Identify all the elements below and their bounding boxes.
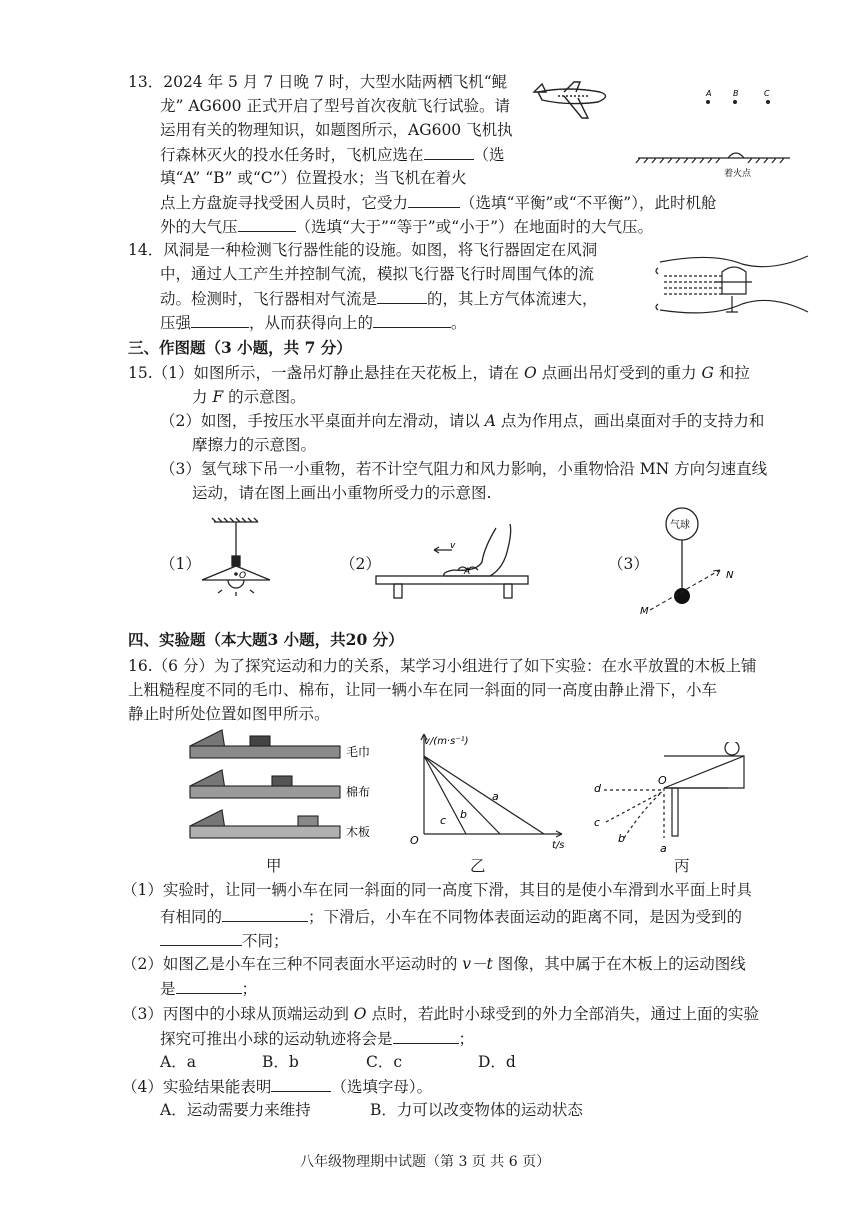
q15-text: 和拉: [713, 364, 750, 382]
q13-line-7: [160, 214, 653, 239]
fig3-label: （3）: [608, 555, 649, 573]
point-m-label: M: [640, 606, 649, 617]
q16-line-2: 上粗糙程度不同的毛巾、棉布，让同一辆小车在同一斜面的同一高度由静止滑下，小车: [128, 681, 718, 699]
answer-blank[interactable]: [393, 1026, 459, 1044]
q15-part2-line1: [160, 409, 764, 433]
label-c: C: [764, 89, 770, 98]
q13-text: （选: [473, 146, 505, 164]
line-b-label: b: [460, 808, 467, 821]
wind-tunnel-figure: [652, 242, 812, 332]
q16-option-b[interactable]: B．b: [262, 1053, 299, 1071]
q13-line-2: 龙” AG600 正式开启了型号首次夜航飞行试验。请: [160, 97, 510, 115]
hand-table-figure: [372, 518, 532, 604]
q15-part3-line2: 运动，请在图上画出小重物所受力的示意图.: [192, 484, 492, 502]
hanging-lamp-figure: [196, 516, 286, 606]
q16-option-d[interactable]: D．d: [478, 1053, 516, 1071]
q16-line-3: 静止时所处位置如图甲所示。: [128, 705, 330, 723]
towel-label: 毛巾: [346, 745, 371, 759]
q15-text: O: [523, 364, 537, 382]
q13-text: （选填“平衡”或“不平衡”），此时机舱: [460, 194, 717, 212]
incline-ball-figure: [588, 742, 788, 854]
q16-sub4-option-a[interactable]: A．运动需要力来维持: [160, 1101, 311, 1119]
q13-text: 外的大气压: [160, 218, 238, 236]
q13-line-4: [160, 142, 505, 167]
caption-yi: 乙: [470, 857, 486, 875]
origin-label: O: [410, 834, 419, 847]
answer-blank[interactable]: [222, 904, 308, 922]
point-o-label: O: [239, 571, 247, 581]
q16-text: （选填字母）。: [331, 1078, 433, 1096]
q15-part2-line2: 摩擦力的示意图。: [192, 436, 317, 454]
fig1-label: （1）: [160, 555, 201, 573]
q16-text: ；下滑后，小车在不同物体表面运动的距离不同，是因为受到的: [308, 908, 743, 926]
vt-graph-figure: [404, 726, 580, 852]
q13-text: 点上方盘旋寻找受困人员时，它受力: [160, 194, 409, 212]
line-b: [424, 756, 500, 834]
ground-line: [636, 153, 790, 163]
q16-sub1-line2: [160, 904, 742, 929]
q16-sub4-line1: [122, 1074, 432, 1099]
q16-sub4-option-b[interactable]: B．力可以改变物体的运动状态: [370, 1101, 583, 1119]
q15-text: （2）如图，手按压水平桌面并向左滑动，请以: [160, 412, 485, 430]
q13-airplane-figure: [528, 72, 798, 187]
q15-text: G: [701, 364, 714, 382]
q13-line-3: 运用有关的物理知识，如题图所示，AG600 飞机执: [160, 121, 513, 139]
q15-text: 点画出吊灯受到的重力: [536, 364, 702, 382]
section-3-title: 三、作图题（3 小题，共 7 分）: [128, 338, 352, 357]
q16-text: O: [353, 1005, 367, 1023]
label-a: A: [706, 89, 712, 98]
caption-jia: 甲: [266, 857, 282, 875]
q13-line-6: [160, 190, 716, 215]
airplane-icon: [534, 82, 606, 118]
caption-bing: 丙: [674, 857, 690, 875]
q15-text: 15.（1）如图所示，一盏吊灯静止悬挂在天花板上，请在: [128, 364, 524, 382]
q13-line-1: 13．2024 年 5 月 7 日晚 7 时，大型水陆两栖飞机“鲲: [128, 73, 508, 91]
q16-text: （3）丙图中的小球从顶端运动到: [122, 1005, 354, 1023]
velocity-label: v: [450, 541, 456, 551]
answer-blank[interactable]: [408, 190, 460, 208]
q15-part1-line1: [128, 361, 750, 385]
experiment-figure-jia: [186, 726, 386, 852]
q16-text: 点时，若此时小球受到的外力全部消失，通过上面的实验: [366, 1005, 759, 1023]
answer-blank[interactable]: [191, 310, 249, 328]
line-a-label: a: [492, 790, 499, 803]
point-n-label: N: [726, 570, 734, 581]
q16-option-a[interactable]: A．a: [160, 1053, 196, 1071]
balloon-figure: [636, 504, 746, 620]
fire-point-label: 着火点: [724, 169, 752, 179]
x-axis-label: t/s: [552, 840, 565, 851]
point-a-label: A: [464, 567, 471, 577]
q16-text: v－t: [462, 955, 493, 973]
q16-sub1-line1: （1）实验时，让同一辆小车在同一斜面的同一高度下滑，其目的是使小车滑到水平面上时具: [122, 881, 752, 899]
q14-text: 动。检测时，飞行器相对气流是: [160, 290, 378, 308]
q16-text: 不同；: [242, 932, 289, 950]
cotton-label: 棉布: [346, 785, 371, 799]
q16-text: 有相同的: [160, 908, 223, 926]
fig2-label: （2）: [340, 555, 381, 573]
q16-sub3-line1: [122, 1002, 759, 1026]
balloon-label: 气球: [670, 520, 690, 531]
q14-line-2: 中，通过人工产生并控制气流，模拟飞行器飞行时周围气体的流: [160, 265, 595, 283]
q16-sub2-line1: [122, 952, 746, 976]
q15-text: 点为作用点，画出桌面对手的支持力和: [496, 412, 765, 430]
q15-text: A: [484, 412, 496, 430]
label-b: B: [733, 89, 739, 98]
q16-option-c[interactable]: C．c: [366, 1053, 403, 1071]
q16-text: 探究可推出小球的运动轨迹将会是: [160, 1030, 393, 1048]
q13-line-5: 填“A” “B” 或“C”）位置投水；当飞机在着火: [160, 169, 467, 187]
q16-text: （4）实验结果能表明: [122, 1078, 272, 1096]
q13-text: （选填“大于”“等于”或“小于”）在地面时的大气压。: [295, 218, 654, 236]
q16-sub2-line2: [160, 976, 257, 1001]
q15-part1-line2: [192, 385, 306, 409]
q16-text: ；: [241, 980, 258, 998]
q15-text: F: [212, 388, 224, 406]
answer-blank[interactable]: [271, 1074, 331, 1092]
page-footer: 八年级物理期中试题（第 3 页 共 6 页）: [300, 1154, 551, 1170]
q16-line-1: 16.（6 分）为了探究运动和力的关系，某学习小组进行了如下实验：在水平放置的木板上铺: [128, 657, 757, 675]
path-a-label: a: [660, 842, 667, 854]
wood-label: 木板: [346, 825, 371, 839]
q16-sub3-line2: [160, 1026, 474, 1051]
y-axis-label: v/(m·s⁻¹): [424, 736, 469, 747]
q15-text: 力: [192, 388, 213, 406]
line-c-label: c: [440, 814, 447, 827]
answer-blank[interactable]: [160, 928, 242, 946]
q14-line-4: [160, 310, 467, 335]
q16-text: ；: [458, 1030, 475, 1048]
section-4-title: 四、实验题（本大题3 小题，共20 分）: [128, 630, 404, 649]
q16-sub1-line3: [160, 928, 289, 953]
q13-text: 行森林灭火的投水任务时，飞机应选在: [160, 146, 424, 164]
q15-text: 的示意图。: [223, 388, 306, 406]
answer-blank[interactable]: [238, 214, 296, 232]
q16-text: （2）如图乙是小车在三种不同表面水平运动时的: [122, 955, 463, 973]
answer-blank[interactable]: [176, 976, 242, 994]
q14-text: ，从而获得向上的: [249, 314, 374, 332]
answer-blank[interactable]: [373, 310, 451, 328]
q14-text: 的，其上方气体流速大，: [427, 290, 598, 308]
q15-part3-line1: （3）氢气球下吊一小重物，若不计空气阻力和风力影响，小重物恰沿 MN 方向匀速直线: [160, 460, 768, 478]
point-o-label: O: [658, 774, 667, 787]
path-b-label: b: [618, 832, 625, 845]
answer-blank[interactable]: [377, 286, 427, 304]
q14-line-3: [160, 286, 598, 311]
path-c-label: c: [594, 816, 601, 829]
q14-text: 压强: [160, 314, 192, 332]
q14-line-1: 14．风洞是一种检测飞行器性能的设施。如图，将飞行器固定在风洞: [128, 241, 598, 259]
q16-text: 图像，其中属于在木板上的运动图线: [492, 955, 746, 973]
weight-ball: [674, 588, 690, 604]
q16-text: 是: [160, 980, 176, 998]
q14-text: 。: [451, 314, 467, 332]
path-d-label: d: [594, 782, 601, 795]
answer-blank[interactable]: [424, 142, 474, 160]
